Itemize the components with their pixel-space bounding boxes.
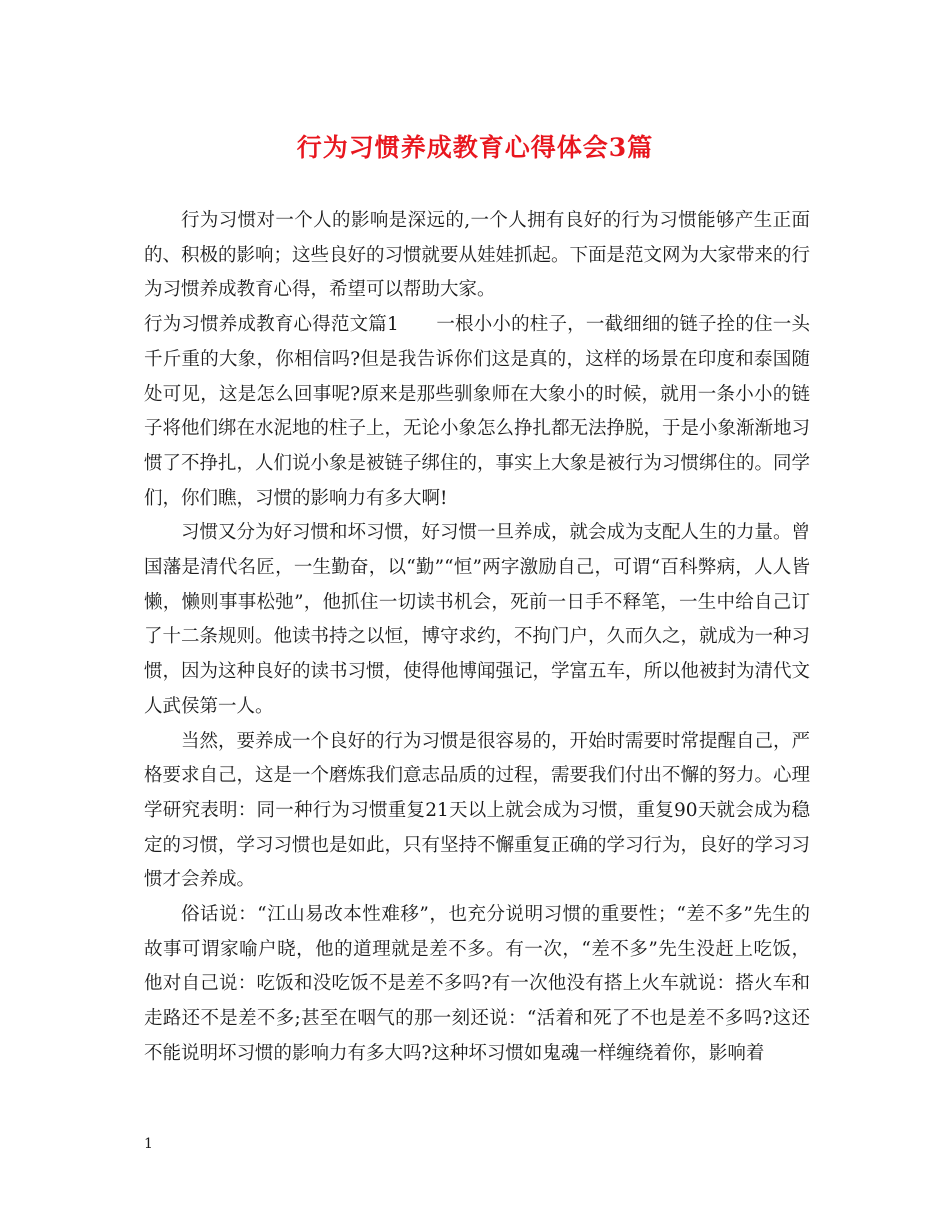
paragraph-good-and-bad-habits: 习惯又分为好习惯和坏习惯，好习惯一旦养成，就会成为支配人生的力量。曾国藩是清代名匠，一生勤奋，以“勤”“恒”两字激励自己，可谓“百科弊病，人人皆懒，懒则事事松弛”，他抓住一切读书机会，死前一日手不释笔，一生中给自己订了十二条规则。他读书持之以恒，博守求约，不拘门户，久而久之，就成为一种习惯，因为这种良好的读书习惯，使得他博闻强记，学富五车，所以他被封为清代文人武侯第一人。 — [144, 522, 811, 717]
paragraph-forming-habits: 当然，要养成一个良好的行为习惯是很容易的，开始时需要时常提醒自己，严格要求自己，这是一个磨炼我们意志品质的过程，需要我们付出不懈的努力。心理学研究表明：同一种行为习惯重复21天以上就会成为习惯，重复90天就会成为稳定的习惯，学习习惯也是如此，只有坚持不懈重复正确的学习行为，良好的学习习惯才会养成。 — [144, 730, 811, 891]
document-body — [144, 204, 810, 1072]
paragraph-mr-chabuduo: 俗话说：“江山易改本性难移”，也充分说明习惯的重要性；“差不多”先生的故事可谓家喻户晓，他的道理就是差不多。有一次，“差不多”先生没赶上吃饭，他对自己说：吃饭和没吃饭不是差不多吗?有一次他没有搭上火车就说：搭火车和走路还不是差不多;甚至在咽气的那一刻还说：“活着和死了不也是差不多吗?这还不能说明坏习惯的影响力有多大吗?这种坏习惯如鬼魂一样缠绕着你，影响着 — [144, 904, 810, 1064]
page-number: 1 — [144, 1136, 153, 1152]
document-title: 行为习惯养成教育心得体会3篇 — [296, 133, 654, 162]
paragraph-essay-one-elephant: 行为习惯养成教育心得范文篇1 一根小小的柱子，一截细细的链子拴的住一头千斤重的大象，你相信吗?但是我告诉你们这是真的，这样的场景在印度和泰国随处可见，这是怎么回事呢?原来是那些驯象师在大象小的时候，就用一条小小的链子将他们绑在水泥地的柱子上，无论小象怎么挣扎都无法挣脱，于是小象渐渐地习惯了不挣扎，人们说小象是被链子绑住的，事实上大象是被行为习惯绑住的。同学们，你们瞧，习惯的影响力有多大啊! — [144, 314, 811, 509]
paragraph-intro: 行为习惯对一个人的影响是深远的,一个人拥有良好的行为习惯能够产生正面的、积极的影响；这些良好的习惯就要从娃娃抓起。下面是范文网为大家带来的行为习惯养成教育心得，希望可以帮助大家。 — [144, 210, 811, 301]
